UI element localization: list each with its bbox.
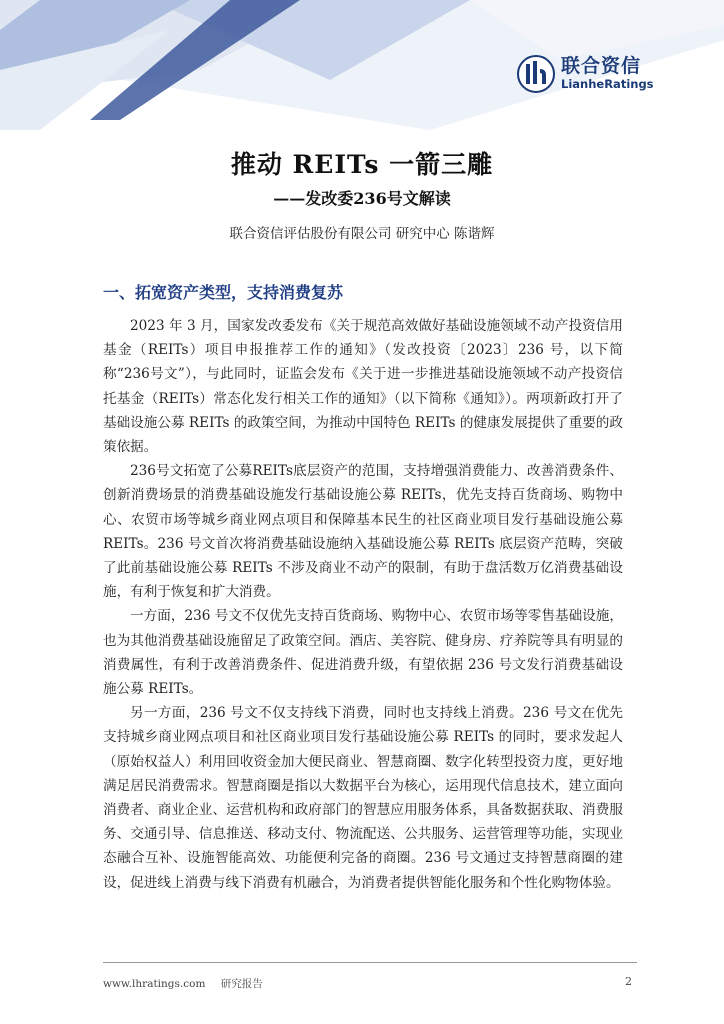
footer-doc-type: 研究报告 [220, 978, 263, 990]
paragraph: 236号文拓宽了公募REITs底层资产的范围，支持增强消费能力、改善消费条件、创新消费场景的消费基础设施发行基础设施公募 REITs，优先支持百货商场、购物中心、农贸市场等城乡商业网点项目和保障基本民生的社区商业项目发行基础设施公募REITs。236 号文首次将消费基础设施纳入基础设施公募 REITs 底层资产范畴，突破了此前基础设施公募 REITs 不涉及商业不动产的限制，有助于盘活数万亿消费基础设施，有利于恢复和扩大消费。 [103, 463, 623, 601]
paragraph: 另一方面，236 号文不仅支持线下消费，同时也支持线上消费。236 号文在优先支持城乡商业网点项目和社区商业项目发行基础设施公募 REITs 的同时，要求发起人（原始权益人）利用回收资金加大便民商业、智慧商圈、数字化转型投资力度，更好地满足居民消费需求。智慧商圈是指以大数据平台为核心，运用现代信息技术，建立面向消费者、商业企业、运营机构和政府部门的智慧应用服务体系，具备数据获取、消费服务、交通引导、信息推送、移动支付、物流配送、公共服务、运营管理等功能，实现业态融合互补、设施智能高效、功能便利完备的商圈。236 号文通过支持智慧商圈的建设，促进线上消费与线下消费有机融合，为消费者提供智能化服务和个性化购物体验。 [103, 705, 623, 891]
logo-english-name: LianheRatings [561, 77, 654, 92]
paragraph: 一方面，236 号文不仅优先支持百货商场、购物中心、农贸市场等零售基础设施，也为其他消费基础设施留足了政策空间。酒店、美容院、健身房、疗养院等具有明显的消费属性，有利于改善消费条件、促进消费升级，有望依据 236 号文发行消费基础设施公募 REITs。 [103, 608, 623, 698]
section-heading: 一、拓宽资产类型，支持消费复苏 [103, 283, 344, 302]
footer-website[interactable]: www.lhratings.com [103, 978, 206, 990]
logo-chinese-name: 联合资信 [561, 55, 642, 78]
body-text [103, 314, 623, 895]
document-title: 推动 REITs 一箭三雕 [230, 150, 494, 179]
paragraph: 2023 年 3 月，国家发改委发布《关于规范高效做好基础设施领域不动产投资信用基金（REITs）项目申报推荐工作的通知》（发改投资〔2023〕236 号，以下简称“236号文”），与此同时，证监会发布《关于进一步推进基础设施领域不动产投资信托基金（REITs）常态化发行相关工作的通知》（以下简称《通知》）。两项新政打开了基础设施公募 REITs 的政策空间，为推动中国特色 REITs 的健康发展提供了重要的政策依据。 [103, 318, 623, 456]
brand-logo [517, 55, 654, 93]
document-subtitle: ——发改委236号文解读 [273, 189, 451, 208]
lianhe-logo-icon [517, 55, 555, 93]
footer-info [103, 976, 275, 991]
page-number: 2 [625, 975, 632, 988]
author-line: 联合资信评估股份有限公司 研究中心 陈谐辉 [229, 226, 495, 242]
footer-divider [103, 962, 637, 963]
